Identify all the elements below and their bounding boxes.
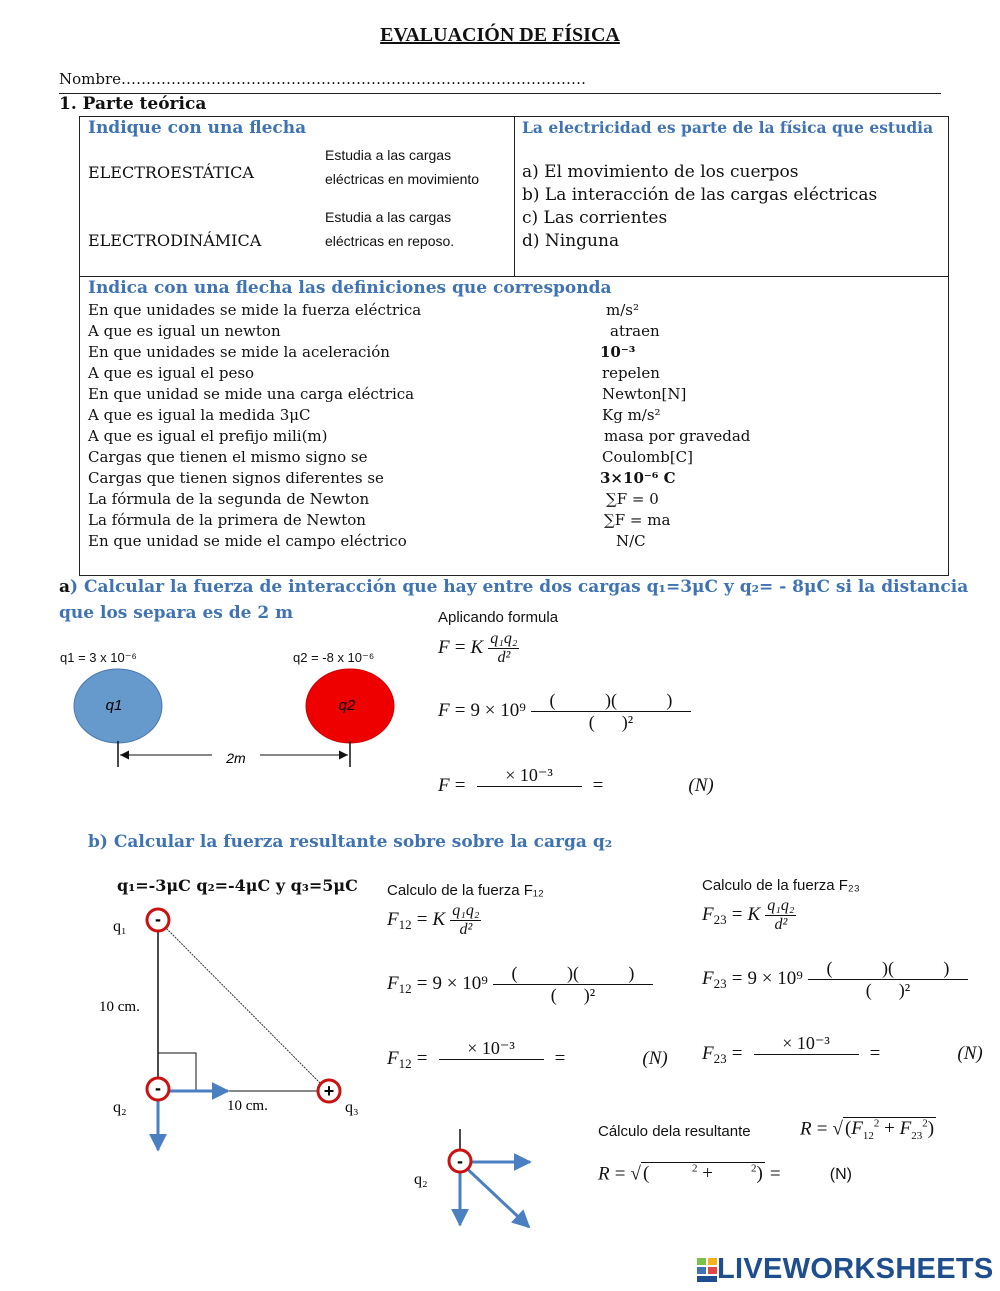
answer-item[interactable]: 3×10⁻⁶ C bbox=[600, 469, 676, 487]
answer-item[interactable]: Coulomb[C] bbox=[602, 448, 694, 466]
applying-formula-label: Aplicando formula bbox=[438, 609, 559, 626]
desc-movement-line2: eléctricas en movimiento bbox=[325, 171, 480, 187]
label-dist-horizontal: 10 cm. bbox=[227, 1098, 268, 1114]
option-c[interactable]: c) Las corrientes bbox=[522, 208, 668, 228]
svg-text:-: - bbox=[155, 909, 161, 929]
answer-item[interactable]: repelen bbox=[602, 364, 660, 382]
svg-text:+: + bbox=[323, 1081, 335, 1101]
f23-substitution: $F_{23} = 9 \times 10^9$ $\frac{( )( )}{\text{( )²}}$ bbox=[702, 958, 968, 1001]
desc-rest[interactable] bbox=[325, 205, 454, 253]
option-a[interactable]: a) El movimiento de los cuerpos bbox=[522, 162, 799, 182]
svg-text:-: - bbox=[155, 1078, 161, 1098]
term-electroestatica[interactable]: ELECTROESTÁTICA bbox=[88, 163, 254, 182]
problem-a-letter: a bbox=[59, 577, 71, 597]
logo-text: LIVEWORKSHEETS bbox=[717, 1253, 994, 1285]
option-d[interactable]: d) Ninguna bbox=[522, 231, 620, 251]
question-item[interactable]: La fórmula de la primera de Newton bbox=[88, 511, 366, 529]
label-q2: q₂ bbox=[113, 1099, 127, 1116]
answer-item[interactable]: N/C bbox=[616, 532, 646, 550]
part1-heading: 1. Parte teórica bbox=[59, 94, 207, 114]
f23-formula: $F_{23} = K$ $\frac{\text{q₁q₂}}{\text{d²}}$ bbox=[702, 897, 795, 933]
formula-result: F = × 10⁻³ = (N) bbox=[438, 765, 714, 808]
question-item[interactable]: En que unidades se mide la fuerza eléctrica bbox=[88, 301, 422, 319]
name-field-label[interactable]: Nombre………………………………………………………………………………… bbox=[59, 70, 587, 88]
formula-substitution: F = 9 × 10⁹ $\frac{( )( )}{\text{( )²}}$ bbox=[438, 690, 691, 733]
box2-options bbox=[522, 161, 877, 253]
triangle-diagram bbox=[95, 900, 395, 1160]
f23-title: Calculo de la fuerza F₂₃ bbox=[702, 877, 860, 894]
resultant-arrow bbox=[460, 1162, 529, 1227]
question-item[interactable]: En que unidad se mide una carga eléctrica bbox=[88, 385, 415, 403]
q2-value-label: q2 = -8 x 10⁻⁶ bbox=[293, 650, 375, 665]
q2-label: q₂ bbox=[414, 1171, 428, 1188]
question-item[interactable]: A que es igual un newton bbox=[88, 322, 281, 340]
label-q1: q₁ bbox=[113, 918, 127, 935]
answer-item[interactable]: ∑F = 0 bbox=[606, 490, 659, 508]
question-item[interactable]: A que es igual la medida 3μC bbox=[88, 406, 311, 424]
two-charges-diagram bbox=[60, 665, 410, 775]
page-title: EVALUACIÓN DE FÍSICA bbox=[380, 24, 620, 46]
desc-movement-line1: Estudia a las cargas bbox=[325, 147, 452, 163]
distance-label: 2m bbox=[226, 750, 246, 766]
f12-substitution: $F_{12} = 9 \times 10^9$ $\frac{( )( )}{\text{( )²}}$ bbox=[387, 963, 653, 1006]
resultant-title: Cálculo dela resultante bbox=[598, 1123, 751, 1140]
svg-text:-: - bbox=[457, 1151, 463, 1171]
question-item[interactable]: Cargas que tienen signos diferentes se bbox=[88, 469, 384, 487]
desc-rest-line1: Estudia a las cargas bbox=[325, 209, 452, 225]
question-item[interactable]: La fórmula de la segunda de Newton bbox=[88, 490, 370, 508]
desc-movement[interactable] bbox=[325, 143, 479, 191]
resultant-formula: R = √ $(F_{12}^2 + F_{23}^2)$ bbox=[800, 1118, 935, 1143]
box-divider-h bbox=[79, 276, 948, 277]
f23-result: $F_{23}$ = × 10⁻³ = (N) bbox=[702, 1033, 983, 1076]
formula-coulomb: F = K $\frac{\text{q₁q₂}}{\text{d²}}$ bbox=[438, 630, 518, 666]
problem-b-title: b) Calcular la fuerza resultante sobre sobre la carga q₂ bbox=[88, 832, 613, 852]
problem-a-line2: que los separa es de 2 m bbox=[59, 603, 294, 623]
f12-result: $F_{12}$ = × 10⁻³ = (N) bbox=[387, 1038, 668, 1081]
problem-b-charges: q₁=-3μC q₂=-4μC y q₃=5μC bbox=[117, 876, 358, 895]
question-item[interactable]: En que unidad se mide el campo eléctrico bbox=[88, 532, 407, 550]
question-item[interactable]: A que es igual el peso bbox=[88, 364, 255, 382]
charge-q2-label: q2 bbox=[338, 697, 356, 714]
box1-heading: Indique con una flecha bbox=[88, 118, 307, 138]
definition-answers bbox=[600, 300, 750, 552]
answer-item[interactable]: 10⁻³ bbox=[600, 343, 636, 361]
box3-heading: Indica con una flecha las definiciones que corresponda bbox=[88, 278, 612, 298]
answer-item[interactable]: Kg m/s² bbox=[602, 406, 661, 424]
problem-a-text bbox=[59, 577, 968, 597]
logo-icon bbox=[697, 1258, 717, 1282]
f12-formula: $F_{12} = K$ $\frac{\text{q₁q₂}}{\text{d²}}$ bbox=[387, 902, 480, 938]
label-dist-vertical: 10 cm. bbox=[99, 999, 140, 1015]
f12-title: Calculo de la fuerza F₁₂ bbox=[387, 882, 544, 899]
question-item[interactable]: A que es igual el prefijo mili(m) bbox=[88, 427, 328, 445]
resultant-substitution: R = √ ( $^2$ + $^2$) = (N) bbox=[598, 1163, 852, 1185]
q1-value-label: q1 = 3 x 10⁻⁶ bbox=[60, 650, 137, 665]
label-q3: q₃ bbox=[345, 1099, 359, 1116]
question-item[interactable]: Cargas que tienen el mismo signo se bbox=[88, 448, 368, 466]
q2-force-diagram bbox=[405, 1125, 545, 1235]
liveworksheets-logo bbox=[697, 1253, 994, 1286]
answer-item[interactable]: masa por gravedad bbox=[604, 427, 751, 445]
desc-rest-line2: eléctricas en reposo. bbox=[325, 233, 455, 249]
option-b[interactable]: b) La interacción de las cargas eléctricas bbox=[522, 185, 878, 205]
answer-item[interactable]: atraen bbox=[610, 322, 660, 340]
charge-q1-label: q1 bbox=[105, 697, 123, 714]
term-electrodinamica[interactable]: ELECTRODINÁMICA bbox=[88, 231, 262, 250]
problem-a-line1: ) Calcular la fuerza de interacción que hay entre dos cargas q₁=3μC y q₂= - 8μC si la distancia bbox=[70, 577, 969, 597]
answer-item[interactable]: Newton[N] bbox=[602, 385, 687, 403]
answer-item[interactable]: m/s² bbox=[606, 301, 639, 319]
definition-questions bbox=[88, 300, 421, 552]
box2-heading: La electricidad es parte de la física que estudia bbox=[522, 118, 934, 137]
hypotenuse bbox=[158, 920, 328, 1091]
question-item[interactable]: En que unidades se mide la aceleración bbox=[88, 343, 390, 361]
answer-item[interactable]: ∑F = ma bbox=[604, 511, 671, 529]
box-divider-v bbox=[514, 116, 515, 276]
